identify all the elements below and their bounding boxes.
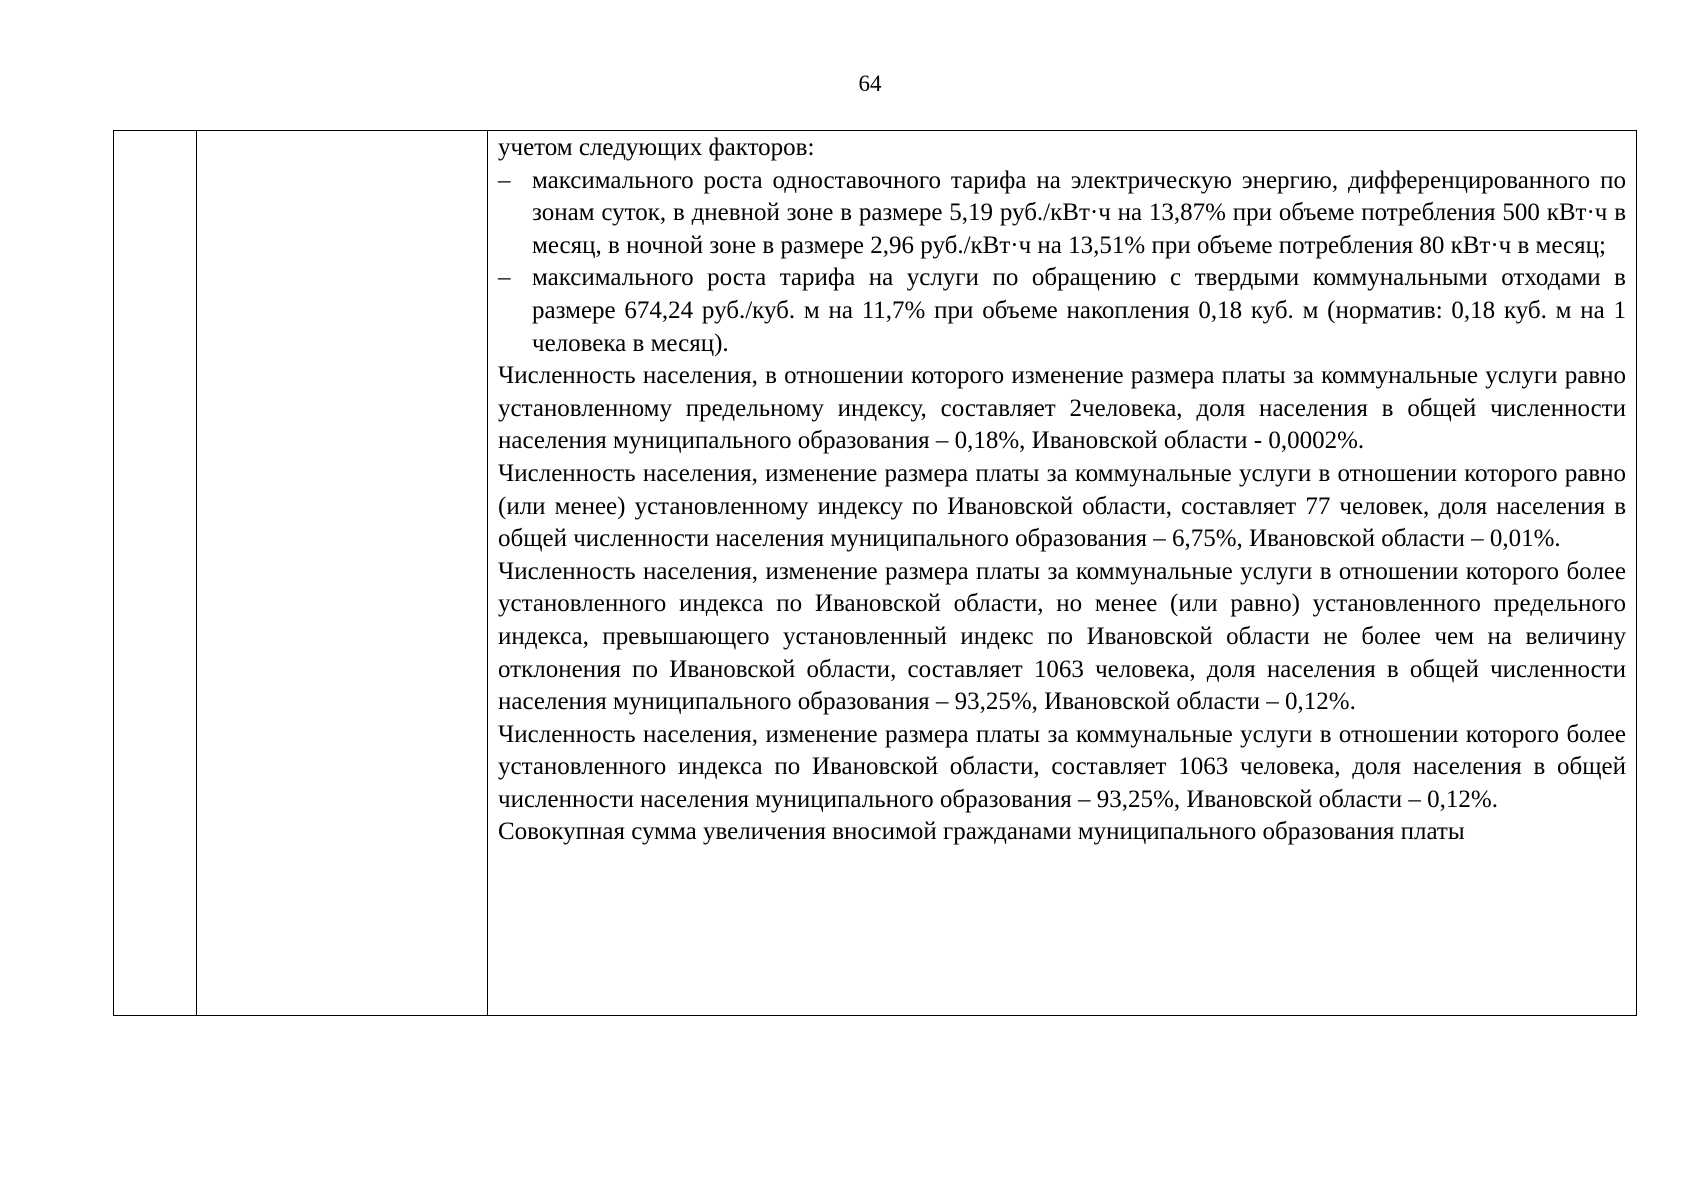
dash-marker: – xyxy=(498,166,511,194)
list-item-text: максимального роста одноставочного тарифа на электрическую энергию, дифференцированного по зонам суток, в дневной зоне в размере 5,19 руб./кВт·ч на 13,87% при объеме потребления 500 кВт·ч в месяц, в ночной зоне в размере 2,96 руб./кВт·ч на 13,51% при объеме потребления 80 кВт·ч в месяц; xyxy=(532,166,1626,259)
paragraph: Численность населения, изменение размера платы за коммунальные услуги в отношении которого более установленного индекса по Ивановской области, составляет 1063 человека, доля населения в общей численности населения муниципального образования – 93,25%, Ивановской области – 0,12%. xyxy=(498,720,1626,813)
list-item xyxy=(498,262,1626,360)
dash-marker: – xyxy=(498,264,511,292)
paragraph: Численность населения, в отношении которого изменение размера платы за коммунальные услуги равно установленному предельному индексу, составляет 2человека, доля населения в общей численности населения муниципального образования – 0,18%, Ивановской области - 0,0002%. xyxy=(498,362,1626,455)
document-table xyxy=(113,130,1637,1016)
table-cell-title xyxy=(197,131,488,1016)
paragraph: Численность населения, изменение размера платы за коммунальные услуги в отношении которого равно (или менее) установленному индексу по Ивановской области, составляет 77 человек, доля населения в общей численности населения муниципального образования – 6,75%, Ивановской области – 0,01%. xyxy=(498,459,1626,553)
paragraph: Совокупная сумма увеличения вносимой гражданами муниципального образования платы xyxy=(498,818,1465,846)
list-item-text: максимального роста тарифа на услуги по обращению с твердыми коммунальными отходами в размере 674,24 руб./куб. м на 11,7% при объеме накопления 0,18 куб. м (норматив: 0,18 куб. м на 1 человека в месяц). xyxy=(532,264,1626,357)
paragraph: Численность населения, изменение размера платы за коммунальные услуги в отношении которого более установленного индекса по Ивановской области, но менее (или равно) установленного предельного индекса, превышающего установленный индекс по Ивановской области не более чем на величину отклонения по Ивановской области, составляет 1063 человека, доля населения в общей численности населения муниципального образования – 93,25%, Ивановской области – 0,12%. xyxy=(498,557,1626,716)
description-text xyxy=(498,132,1626,849)
table-cell-description xyxy=(488,131,1637,1016)
list-item xyxy=(498,165,1626,263)
page-number: 64 xyxy=(858,71,882,96)
intro-paragraph: учетом следующих факторов: xyxy=(498,134,815,161)
table-cell-number xyxy=(114,131,197,1016)
table-row xyxy=(114,131,1637,1016)
